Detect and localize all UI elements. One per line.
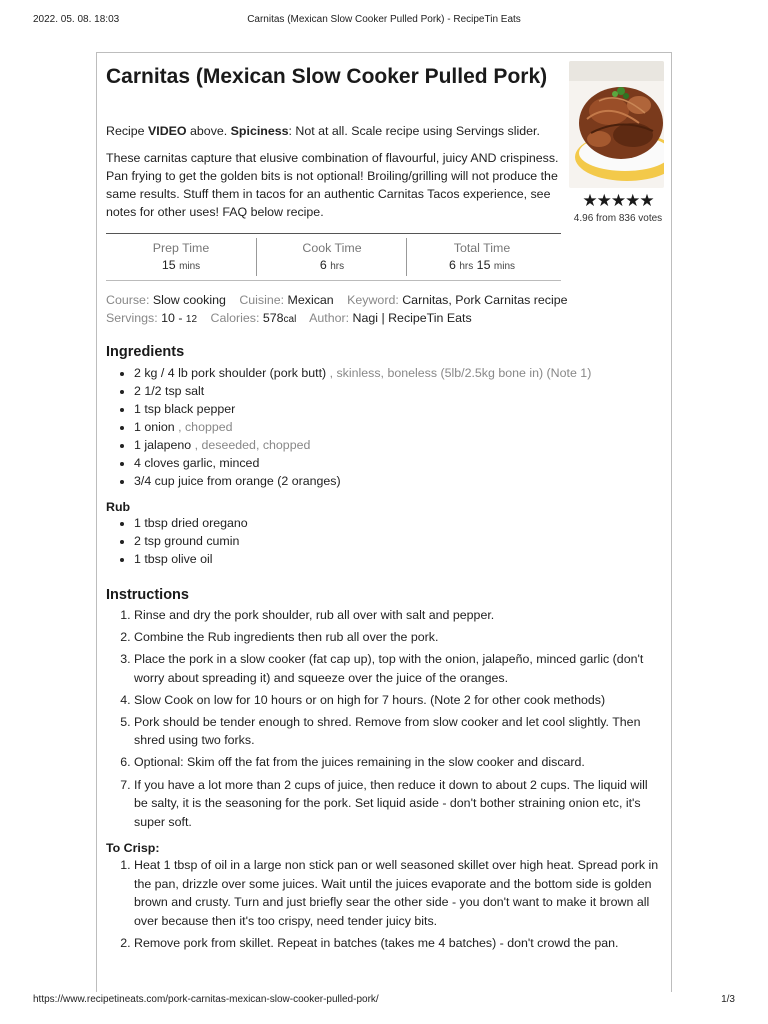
- list-item: [134, 364, 654, 382]
- ingredients-heading: Ingredients: [106, 344, 185, 360]
- prep-time-unit: mins: [179, 261, 201, 272]
- cook-time-value: [257, 257, 407, 275]
- ingredient-note: , skinless, boneless (5lb/2.5kg bone in) (Note 1): [326, 366, 592, 380]
- list-item: [134, 454, 654, 472]
- course-value: Slow cooking: [152, 293, 226, 307]
- ingredient-text: 4 cloves garlic, minced: [134, 456, 260, 470]
- ingredients-list: [106, 364, 654, 490]
- cook-time-unit: hrs: [330, 261, 345, 272]
- total-time-minutes: 15: [476, 258, 491, 272]
- keyword-value: Carnitas, Pork Carnitas recipe: [402, 293, 568, 307]
- pulled-pork-image: [569, 61, 664, 188]
- list-item: [134, 436, 654, 454]
- servings-max: 12: [185, 314, 198, 325]
- prep-time-label: Prep Time: [152, 241, 210, 255]
- keyword-label: Keyword:: [347, 293, 399, 307]
- total-time-minutes-unit: mins: [493, 261, 516, 272]
- rub-text: 1 tbsp dried oregano: [134, 516, 248, 530]
- intro-prefix: Recipe: [106, 124, 149, 138]
- print-page-title: Carnitas (Mexican Slow Cooker Pulled Pork) - RecipeTin Eats: [247, 14, 521, 25]
- spiciness-text: : Not at all. Scale recipe using Servings slider.: [288, 124, 540, 138]
- list-item: [134, 400, 654, 418]
- rub-list: [106, 514, 654, 568]
- ingredient-text: 1 tsp black pepper: [134, 402, 236, 416]
- servings-separator: -: [174, 311, 186, 325]
- intro-line: [106, 122, 561, 140]
- spiciness-label: Spiciness: [230, 124, 289, 138]
- list-item: 7. If you have a lot more than 2 cups of juice, then reduce it down to about 2 cups. The liquid will be salty, it is the seasoning for the pork. Set liquid aside - don't bother straining onion etc, it's super soft.: [134, 776, 664, 832]
- cook-time: [256, 238, 407, 276]
- recipe-description: These carnitas capture that elusive combination of flavourful, juicy AND crispiness. Pan frying to get the golden bits is not optional! Broiling/grilling will not produce the same results. Stuff them in tacos for an authentic Carnitas Tacos experience, see notes for other uses! FAQ below recipe.: [106, 151, 559, 219]
- meta-row-1: [106, 291, 646, 309]
- list-item: 1. Heat 1 tbsp of oil in a large non stick pan or well seasoned skillet over high heat. Spread pork in the pan, drizzle over some juices. Wait until the juices evaporate and the bottom side is golden brown and crusty. Turn and just briefly sear the other side - you don't want to make it brown all over because then it's too crispy, need tender juicy bits.: [134, 856, 664, 930]
- video-link[interactable]: VIDEO: [148, 124, 187, 138]
- list-item: 3. Place the pork in a slow cooker (fat cap up), top with the onion, jalapeño, minced garlic (don't worry about spreading it) and squeeze over the juice of the oranges.: [134, 650, 664, 687]
- calories-unit: cal: [283, 314, 297, 325]
- ingredient-note: , deseeded, chopped: [191, 438, 311, 452]
- cuisine-label: Cuisine:: [239, 293, 285, 307]
- list-item: [134, 514, 654, 532]
- ingredient-text: 3/4 cup juice from orange (2 oranges): [134, 474, 341, 488]
- list-item: 5. Pork should be tender enough to shred. Remove from slow cooker and let cool slightly. Then shred using two forks.: [134, 713, 664, 750]
- total-time: [406, 238, 557, 276]
- page-number: 1/3: [721, 994, 735, 1005]
- servings-label: Servings:: [106, 311, 158, 325]
- rating-votes: 4.96 from 836 votes: [573, 213, 663, 224]
- list-item: [134, 382, 654, 400]
- intro-mid: above.: [186, 124, 231, 138]
- total-time-value: [407, 257, 557, 275]
- recipe-intro: [106, 122, 561, 221]
- list-item: 1. Rinse and dry the pork shoulder, rub all over with salt and pepper.: [134, 606, 664, 625]
- list-item: [134, 550, 654, 568]
- list-item: [134, 418, 654, 436]
- recipe-photo: [569, 61, 664, 188]
- recipe-times: [106, 233, 561, 281]
- rub-text: 1 tbsp olive oil: [134, 552, 213, 566]
- page-url[interactable]: https://www.recipetineats.com/pork-carnitas-mexican-slow-cooker-pulled-pork/: [33, 994, 379, 1005]
- print-header: [0, 14, 768, 30]
- to-crisp-heading: To Crisp:: [106, 841, 160, 855]
- cook-time-label: Cook Time: [302, 241, 362, 255]
- print-footer: [0, 994, 768, 1010]
- to-crisp-list: [106, 856, 664, 956]
- calories-label: Calories:: [210, 311, 260, 325]
- list-item: 4. Slow Cook on low for 10 hours or on high for 7 hours. (Note 2 for other cook methods): [134, 691, 664, 710]
- instructions-list: [106, 606, 664, 835]
- author-label: Author:: [309, 311, 350, 325]
- instructions-heading: Instructions: [106, 587, 189, 603]
- ingredient-text: 2 kg / 4 lb pork shoulder (pork butt): [134, 366, 327, 380]
- list-item: [134, 472, 654, 490]
- list-item: 6. Optional: Skim off the fat from the juices remaining in the slow cooker and discard.: [134, 753, 664, 772]
- ingredient-text: 1 jalapeno: [134, 438, 192, 452]
- total-time-hours-unit: hrs: [459, 261, 474, 272]
- author-value: Nagi | RecipeTin Eats: [352, 311, 472, 325]
- list-item: 2. Combine the Rub ingredients then rub all over the pork.: [134, 628, 664, 647]
- ingredient-text: 2 1/2 tsp salt: [134, 384, 205, 398]
- recipe-title: Carnitas (Mexican Slow Cooker Pulled Pork): [106, 65, 548, 88]
- total-time-hours: 6: [448, 258, 456, 272]
- servings-value[interactable]: 10: [161, 311, 175, 325]
- recipe-meta: [106, 291, 646, 329]
- prep-time: [106, 238, 256, 276]
- recipe-card: [96, 52, 672, 992]
- ingredient-text: 1 onion: [134, 420, 175, 434]
- course-label: Course:: [106, 293, 150, 307]
- list-item: [134, 532, 654, 550]
- print-date: 2022. 05. 08. 18:03: [33, 14, 120, 25]
- total-time-label: Total Time: [453, 241, 511, 255]
- prep-time-value: [106, 257, 256, 275]
- rating-stars-icon[interactable]: ★★★★★: [582, 191, 654, 210]
- list-item: 2. Remove pork from skillet. Repeat in batches (takes me 4 batches) - don't crowd the pan.: [134, 934, 664, 953]
- rub-heading: Rub: [106, 500, 131, 514]
- cuisine-value: Mexican: [287, 293, 334, 307]
- ingredient-note: , chopped: [174, 420, 233, 434]
- rub-text: 2 tsp ground cumin: [134, 534, 240, 548]
- cook-time-number: 6: [319, 258, 327, 272]
- meta-row-2: [106, 309, 646, 329]
- prep-time-number: 15: [161, 258, 176, 272]
- calories-value: 578: [262, 311, 284, 325]
